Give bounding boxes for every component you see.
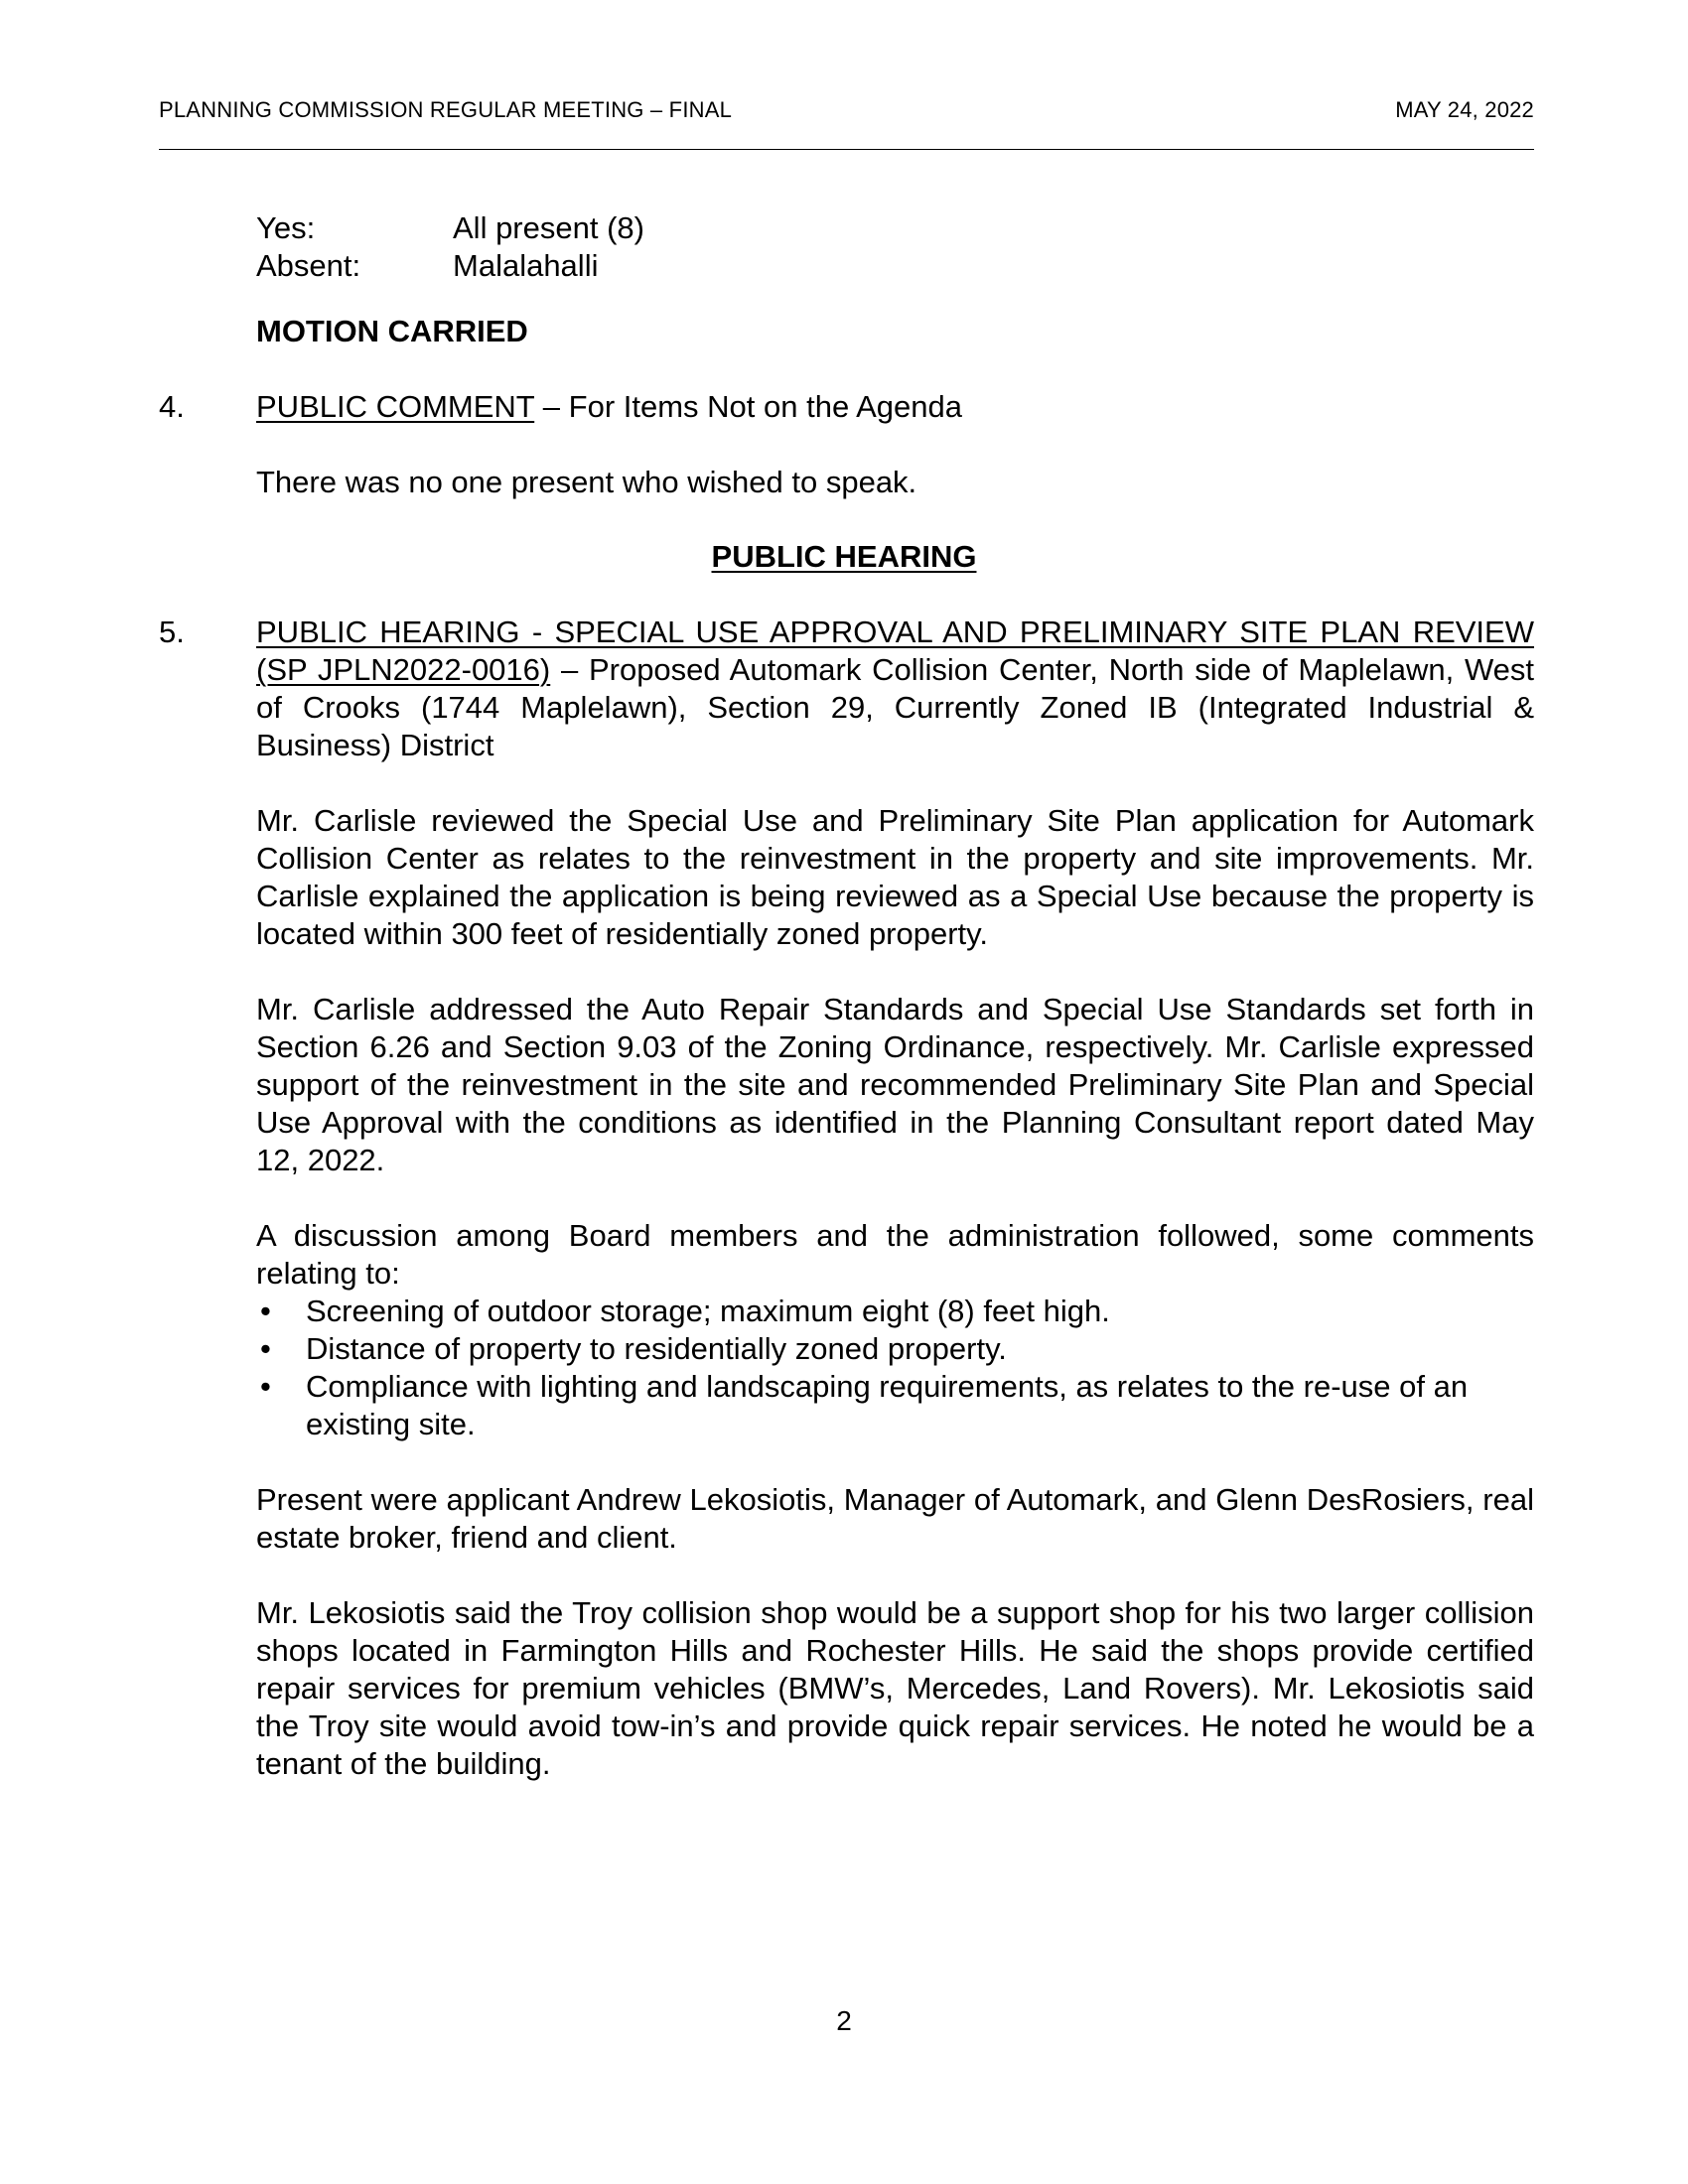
list-item [256, 1293, 1534, 1330]
item-5-title-underlined: PUBLIC HEARING - SPECIAL USE APPROVAL AND PRELIMINARY SITE PLAN REVIEW (SP JPLN2022-0016) [256, 614, 1534, 687]
paragraph-3: A discussion among Board members and the administration followed, some comments relating to: [256, 1218, 1534, 1291]
paragraph-2: Mr. Carlisle addressed the Auto Repair Standards and Special Use Standards set forth in Section 6.26 and Section 9.03 of the Zoning Ordinance, respectively. Mr. Carlisle expressed support of the reinvestment in the site and recommended Preliminary Site Plan and Special Use Approval with the conditions as identified in the Planning Consultant report dated May 12, 2022. [256, 992, 1534, 1177]
header-divider [159, 149, 1534, 150]
item-4-title-underlined: PUBLIC COMMENT [256, 389, 535, 424]
vote-yes-value: All present (8) [453, 210, 644, 245]
list-item-text: Screening of outdoor storage; maximum eight (8) feet high. [306, 1294, 1110, 1328]
motion-result: MOTION CARRIED [256, 314, 528, 348]
paragraph-1: Mr. Carlisle reviewed the Special Use and Preliminary Site Plan application for Automark Collision Center as relates to the reinvestment in the property and site improvements. Mr. Carlisle explained the application is being reviewed as a Special Use because the property is located within 300 feet of residentially zoned property. [256, 803, 1534, 951]
page-number: 2 [836, 2005, 852, 2036]
vote-absent-label: Absent: [256, 248, 361, 283]
item-5-title [256, 614, 1534, 764]
item-4-number: 4. [159, 389, 185, 424]
item-4-note: There was no one present who wished to speak. [256, 465, 917, 499]
list-item-text: Distance of property to residentially zoned property. [306, 1331, 1007, 1366]
discussion-list [256, 1293, 1534, 1443]
item-4-title [256, 388, 962, 426]
item-4-title-rest: – For Items Not on the Agenda [534, 389, 962, 424]
paragraph-5: Mr. Lekosiotis said the Troy collision shop would be a support shop for his two larger collision shops located in Farmington Hills and Rochester Hills. He said the shops provide certified repair services for premium vehicles (BMW’s, Mercedes, Land Rovers). Mr. Lekosiotis said the Troy site would avoid tow-in’s and provide quick repair services. He noted he would be a tenant of the building. [256, 1595, 1534, 1781]
section-heading [0, 538, 1688, 576]
list-item [256, 1368, 1534, 1443]
bullet-icon: • [260, 1369, 271, 1404]
list-item [256, 1330, 1534, 1368]
bullet-icon: • [260, 1294, 271, 1328]
header-title: PLANNING COMMISSION REGULAR MEETING – FINAL [159, 97, 733, 122]
section-heading-text: PUBLIC HEARING [711, 539, 977, 574]
item-5-number: 5. [159, 614, 185, 649]
vote-yes-label: Yes: [256, 210, 316, 245]
page-header [159, 97, 1534, 123]
vote-yes-row [256, 209, 644, 247]
list-item-text: Compliance with lighting and landscaping requirements, as relates to the re-use of an existing site. [306, 1369, 1469, 1441]
item-5-title-rest: – Proposed Automark Collision Center, North side of Maplelawn, West of Crooks (1744 Maplelawn), Section 29, Currently Zoned IB (Integrated Industrial & Business) District [256, 652, 1534, 762]
vote-absent-row [256, 247, 644, 285]
header-date: MAY 24, 2022 [1395, 97, 1534, 122]
paragraph-4: Present were applicant Andrew Lekosiotis, Manager of Automark, and Glenn DesRosiers, real estate broker, friend and client. [256, 1482, 1534, 1555]
bullet-icon: • [260, 1331, 271, 1366]
vote-tally [256, 209, 644, 285]
vote-absent-value: Malalahalli [453, 248, 599, 283]
